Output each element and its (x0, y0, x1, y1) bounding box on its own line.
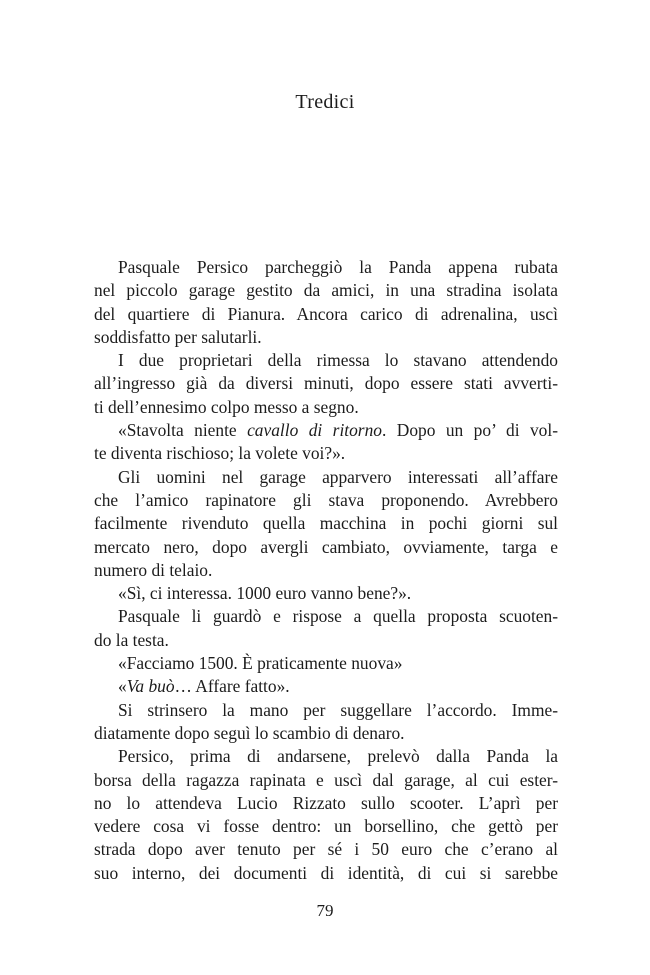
italic-text: cavallo di ritorno (247, 420, 382, 441)
text-line: che l’amico rapinatore gli stava proponendo. Avrebbero (94, 489, 558, 510)
chapter-title: Tredici (295, 91, 355, 113)
text-line: no lo attendeva Lucio Rizzato sullo scooter. L’aprì per (94, 792, 558, 813)
text-line: strada dopo aver tenuto per sé i 50 euro che c’erano al (94, 839, 558, 860)
text-segment: «Stavolta niente (118, 420, 248, 441)
text-line: te diventa rischioso; la volete voi?». (94, 443, 346, 464)
text-line: suo interno, dei documenti di identità, di cui si sarebbe (94, 862, 558, 883)
text-segment: « (118, 676, 127, 697)
text-line: soddisfatto per salutarli. (94, 326, 262, 347)
text-line: do la testa. (94, 629, 169, 650)
text-line: Si strinsero la mano per suggellare l’accordo. Imme- (118, 699, 558, 720)
text-line: ti dell’ennesimo colpo messo a segno. (94, 396, 359, 417)
text-segment: … Affare fatto». (174, 676, 290, 697)
text-segment: . Dopo un po’ di vol- (381, 420, 558, 441)
italic-text: Va buò (126, 676, 175, 697)
text-line: Pasquale Persico parcheggiò la Panda appena rubata (118, 257, 558, 277)
text-line: «Facciamo 1500. È praticamente nuova» (118, 653, 403, 674)
text-line: borsa della ragazza rapinata e uscì dal garage, al cui ester- (94, 769, 558, 790)
text-line: del quartiere di Pianura. Ancora carico di adrenalina, uscì (94, 303, 558, 324)
text-line: diatamente dopo seguì lo scambio di denaro. (94, 722, 405, 743)
text-line: mercato nero, dopo avergli cambiato, ovviamente, targa e (94, 536, 558, 557)
text-line: Gli uomini nel garage apparvero interessati all’affare (118, 466, 558, 487)
text-line: vedere cosa vi fosse dentro: un borsellino, che gettò per (94, 816, 558, 837)
text-line: all’ingresso già da diversi minuti, dopo essere stati avverti- (94, 373, 558, 394)
text-line: «Sì, ci interessa. 1000 euro vanno bene?». (118, 583, 412, 604)
page-number: 79 (316, 901, 334, 920)
text-line: Persico, prima di andarsene, prelevò dalla Panda la (118, 746, 558, 767)
text-line: numero di telaio. (94, 559, 213, 580)
text-line: facilmente rivenduto quella macchina in pochi giorni sul (94, 513, 558, 534)
text-line (94, 419, 558, 442)
body-text (94, 256, 558, 885)
text-line: I due proprietari della rimessa lo stavano attendendo (118, 350, 558, 371)
text-line (94, 675, 558, 698)
text-line: Pasquale li guardò e rispose a quella proposta scuoten- (118, 606, 558, 627)
text-line: nel piccolo garage gestito da amici, in una stradina isolata (94, 280, 558, 301)
